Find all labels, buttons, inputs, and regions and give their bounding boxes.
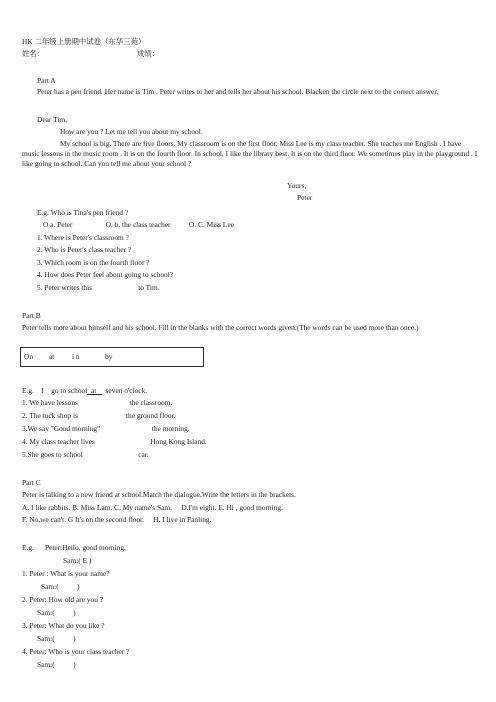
part-b-item-3: 3.We say "Good morning" the morning.	[22, 424, 190, 433]
name-label: 姓名：	[22, 49, 45, 58]
letter-line-1: How are you ? Let me tell you about my school.	[60, 127, 203, 136]
part-b-example	[22, 386, 147, 396]
word-box-item: On	[24, 352, 34, 361]
word-box-item: at	[49, 352, 55, 361]
part-a-instruction: Peter has a pen friend. Her name is Tim . Peter writes to her and tells her about his school. Blacken the circle next to the correct answer.	[37, 87, 439, 96]
part-c-options-line-1: A. I like rabbits. B. Miss Lam. C. My name's Sam. D.I'm eight. E. Hi , good morning.	[22, 503, 283, 512]
part-b-example-prefix: E.g. I go to school	[22, 386, 88, 395]
part-c-question-3: 3. Peter: What do you like ?	[22, 621, 105, 630]
part-b-heading: Part B	[22, 311, 41, 320]
letter-greeting: Dear Tim,	[37, 115, 67, 124]
part-a-example-question: E.g. Who is Tina's pen friend ?	[37, 208, 129, 217]
part-a-question-1: 1. Where is Peter's classroom ?	[37, 233, 129, 242]
letter-body: My school is big. There are five floors. My classroom is on the first floor. Miss Lee is my class teacher. She teaches me English . I have music lessons in the music room . It is on the fourth floor. In school, I like the library best. It is on the third floor. We sometimes play in the playground . I like going to school. Can you tell me about your school ?	[22, 139, 478, 168]
part-c-answer-4: Sam:( )	[37, 660, 76, 669]
part-c-answer-2: Sam:( )	[37, 608, 76, 617]
part-c-question-4: 4. Peter: Who is your class teacher ?	[22, 647, 130, 656]
part-a-question-4: 4. How does Peter feel about going to school?	[37, 270, 174, 279]
part-b-example-answer: at	[87, 386, 102, 395]
part-c-options-line-2: F. No,we can't. G It's on the second floor. H. I live in Fanling.	[22, 515, 212, 524]
part-b-instruction: Peter tells more about himself and his school. Fill in the blanks with the correct words given.(The words can be used more than once.)	[22, 323, 419, 332]
part-c-answer-1: Sam:( )	[41, 582, 80, 591]
part-b-item-4: 4. My class teacher lives Hong Kong Island.	[22, 437, 207, 446]
part-b-item-5: 5.She goes to school car.	[22, 450, 149, 459]
part-b-item-1: 1. We have lessons the classroom.	[22, 398, 173, 407]
part-c-question-2: 2. Peter: How old are you ?	[22, 595, 104, 604]
part-a-question-2: 2. Who is Peter's class teacher ?	[37, 245, 132, 254]
letter-signature: Peter	[297, 193, 313, 202]
word-box-item: by	[105, 352, 113, 361]
part-c-answer-3: Sam:( )	[37, 634, 76, 643]
part-a-question-5: 5. Peter writes this to Tim.	[37, 283, 160, 292]
part-a-question-3: 3. Which room is on the fourth floor ?	[37, 258, 150, 267]
letter-closing: Yours,	[287, 181, 307, 190]
part-c-instruction: Peter is talking to a new friend at school.Match the dialogue.Write the letters in the brackets.	[22, 490, 296, 499]
word-box-item: i n	[72, 352, 80, 361]
word-box	[20, 347, 204, 367]
part-a-heading: Part A	[37, 76, 56, 85]
part-c-example-question: E.g. Peter:Hello, good morning.	[22, 543, 126, 552]
part-b-example-suffix: seven o'clock.	[101, 386, 148, 395]
exam-title: HK 二年级上册期中试卷（东华三苑）	[22, 37, 146, 46]
part-c-question-1: 1. Peter : What is your name?	[22, 569, 110, 578]
part-b-item-2: 2. The tuck shop is the ground floor.	[22, 411, 176, 420]
part-c-heading: Part C	[22, 478, 41, 487]
part-a-example-options: O a. Peter O. b. the class teacher O. C. Miss Lee	[43, 220, 234, 229]
part-c-example-answer: Sam:( E )	[63, 556, 92, 565]
score-label: 成绩：	[137, 49, 160, 58]
